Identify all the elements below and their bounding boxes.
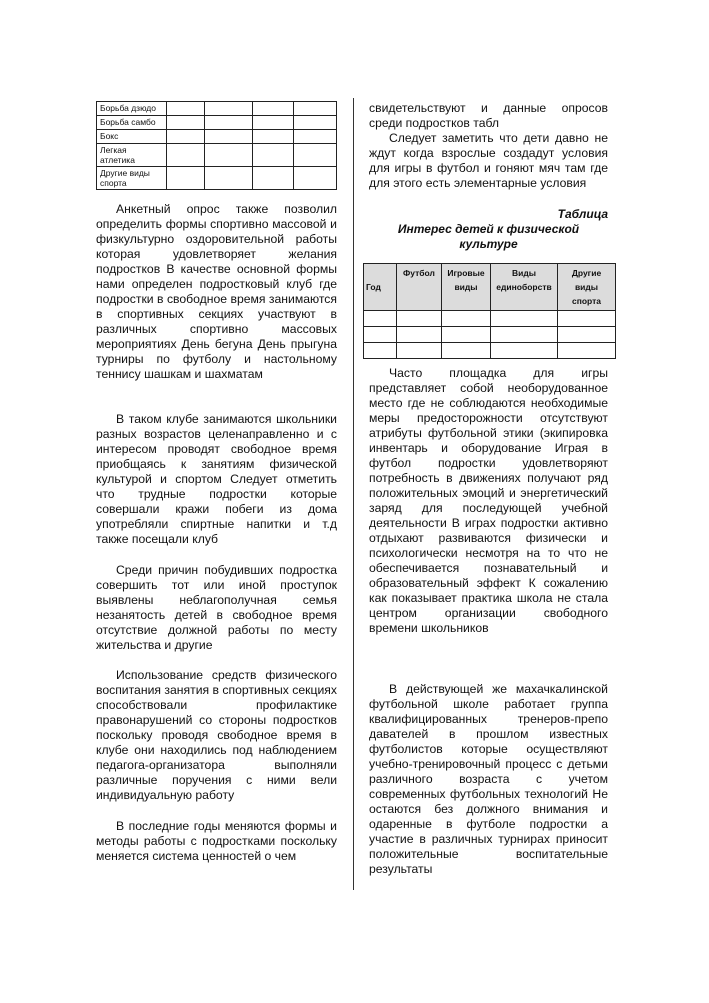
column-header: Футбол xyxy=(397,264,442,311)
paragraph: Анкетный опрос также позволил определить формы спортивно массовой и физкультурно оздоровительной работы которая удовлетворяет желания подростков В качестве основной формы нами определен подростковый клуб где подростки в свободное время занимаются в спортивных секциях участвуют в различных спортивно массовых мероприятиях День бегуна День прыгуна турниры по футболу и настольному теннису шашкам и шахматам xyxy=(96,202,337,381)
table-cell xyxy=(294,130,337,144)
table-cell xyxy=(167,116,205,130)
table-cell xyxy=(253,116,294,130)
table-caption-title: Интерес детей к физической культуре xyxy=(397,222,580,251)
table-cell xyxy=(558,327,616,343)
paragraph: Среди причин побудивших подростка совершить тот или иной проступок выявлены неблагополучная семья незанятость детей в свободное время отсутствие должной работы по месту жительства и другие xyxy=(96,563,337,652)
table-cell xyxy=(205,167,253,190)
table-cell xyxy=(253,102,294,116)
table-cell: Легкая атлетика xyxy=(97,144,167,167)
paragraph: В таком клубе занимаются школьники разных возрастов целенаправленно и с интересом проводят свободное время приобщаясь к занятиям физической культурой и спортом Следует отметить что трудные подростки которые совершали кражи побеги из дома употребляли спиртные напитки и т.д также посещали клуб xyxy=(96,412,337,546)
table-cell xyxy=(397,327,442,343)
table-cell xyxy=(294,116,337,130)
table-cell xyxy=(167,130,205,144)
column-header: Игровые виды xyxy=(442,264,491,311)
table-row xyxy=(364,343,616,359)
table-row xyxy=(97,167,337,190)
column-header: Виды единоборств xyxy=(491,264,558,311)
paragraph: Использование средств физического воспитания занятия в спортивных секциях способствовали профилактике правонарушений со стороны подростков поскольку проводя свободное время в клубе они находились под наблюдением педагога-организатора выполняли различные поручения с ними вели индивидуальную работу xyxy=(96,668,337,802)
table-cell xyxy=(253,167,294,190)
table-cell xyxy=(167,167,205,190)
table-cell xyxy=(558,311,616,327)
table-cell xyxy=(205,102,253,116)
table-cell xyxy=(205,116,253,130)
table-row xyxy=(364,311,616,327)
table-cell: Борьба дзюдо xyxy=(97,102,167,116)
paragraph: Следует заметить что дети давно не ждут когда взрослые создадут условия для игры в футбол и гоняют мяч там где для этого есть элементарные условия xyxy=(369,131,608,190)
table-cell: Бокс xyxy=(97,130,167,144)
table-cell xyxy=(167,144,205,167)
table-cell xyxy=(294,144,337,167)
column-header: Другие виды спорта xyxy=(558,264,616,311)
table-cell xyxy=(364,311,397,327)
table-row xyxy=(97,130,337,144)
table-cell xyxy=(253,144,294,167)
table-cell xyxy=(491,327,558,343)
table-cell: Борьба самбо xyxy=(97,116,167,130)
paragraph: В последние годы меняются формы и методы работы с подростками поскольку меняется система ценностей о чем xyxy=(96,819,337,863)
table-row xyxy=(97,102,337,116)
table-caption xyxy=(369,207,608,252)
sports-table xyxy=(96,101,337,190)
table-row xyxy=(97,144,337,167)
paragraph: В действующей же махачкалинской футбольной школе работает группа квалифицированных тренеров-препо давателей в прошлом известных футболистов которые осуществляют учебно-тренировочный процесс с детьми различного возраста с учетом современных футбольных технологий Не остаются без должного внимания и одаренные в футболе подростки а участие в различных турнирах приносит положительные воспитательные результаты xyxy=(369,682,608,876)
table-cell xyxy=(442,311,491,327)
column-header: Год xyxy=(364,264,397,311)
table-cell xyxy=(253,130,294,144)
table-cell xyxy=(491,311,558,327)
table-cell xyxy=(397,311,442,327)
table-caption-label: Таблица xyxy=(557,207,608,221)
table-cell xyxy=(205,144,253,167)
table-cell xyxy=(294,167,337,190)
paragraph: свидетельствуют и данные опросов среди подростков табл xyxy=(369,101,608,130)
table-cell xyxy=(294,102,337,116)
table-row xyxy=(97,116,337,130)
table-cell xyxy=(364,327,397,343)
paragraph: Часто площадка для игры представляет собой необорудованное место где не соблюдаются необходимые меры предосторожности отсутствуют атрибуты футбольной этики (экипировка инвентарь и оборудование Играя в футбол подростки удовлетворяют потребность в движениях получают ряд положительных эмоций и энергетический заряд для последующей учебной деятельности В играх подростки активно отдыхают развиваются физически и психологически несмотря на то что не обеспечивается познавательный и образовательный эффект К сожалению как показывает практика школа не стала центром организации свободного времени школьников xyxy=(369,366,608,635)
table-cell: Другие виды спорта xyxy=(97,167,167,190)
table-header-row xyxy=(364,264,616,311)
table-cell xyxy=(167,102,205,116)
table-cell xyxy=(558,343,616,359)
column-divider xyxy=(353,98,354,890)
table-cell xyxy=(205,130,253,144)
table-cell xyxy=(364,343,397,359)
table-cell xyxy=(442,343,491,359)
table-cell xyxy=(491,343,558,359)
table-cell xyxy=(442,327,491,343)
table-row xyxy=(364,327,616,343)
table-cell xyxy=(397,343,442,359)
interest-table xyxy=(363,263,616,359)
